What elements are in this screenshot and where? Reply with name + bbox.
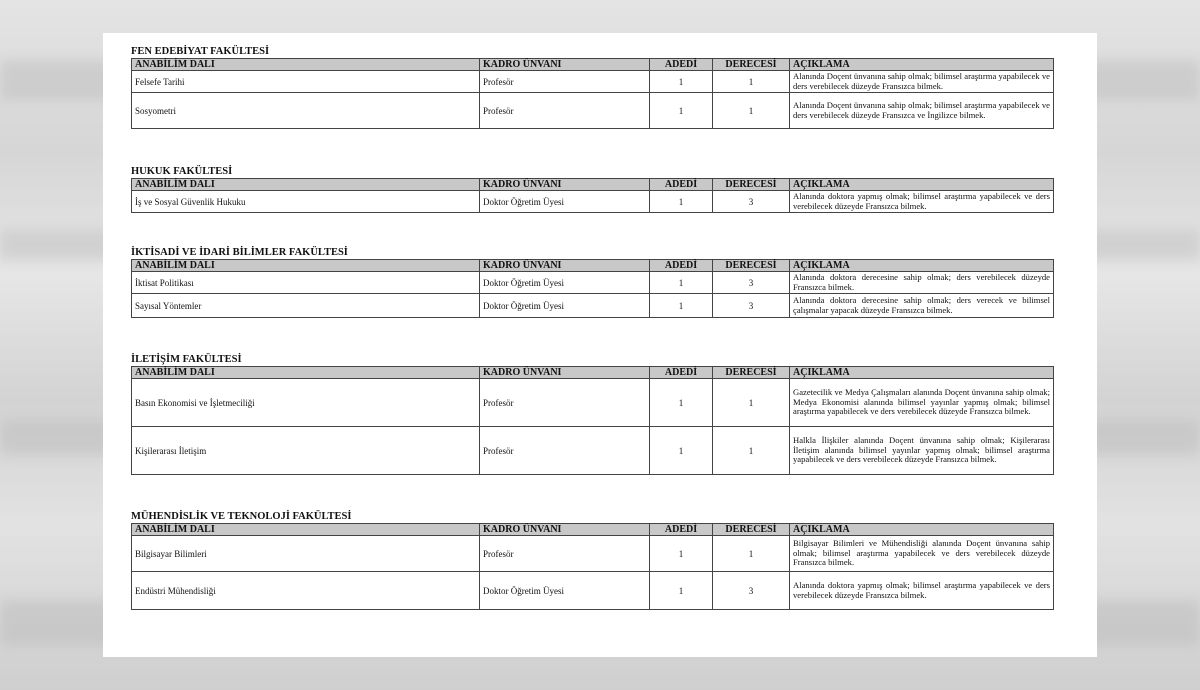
faculty-section	[131, 166, 1053, 213]
table-row	[132, 71, 1054, 93]
header-position-title: KADRO ÜNVANI	[480, 260, 650, 272]
faculty-title: HUKUK FAKÜLTESİ	[131, 166, 233, 177]
cell-description: Alanında doktora yapmış olmak; bilimsel araştırma yapabilecek ve ders verebilecek düzeyde Fransızca bilmek.	[790, 572, 1054, 610]
table-row	[132, 93, 1054, 129]
cell-degree: 1	[713, 71, 790, 93]
cell-description: Alanında doktora yapmış olmak; bilimsel araştırma yapabilecek ve ders verebilecek düzeyde Fransızca bilmek.	[790, 191, 1054, 213]
header-position-title: KADRO ÜNVANI	[480, 524, 650, 536]
cell-position-title: Profesör	[480, 427, 650, 475]
faculty-title: İLETİŞİM FAKÜLTESİ	[131, 354, 242, 365]
cell-count: 1	[650, 191, 713, 213]
table-row	[132, 272, 1054, 294]
cell-degree: 3	[713, 294, 790, 318]
cell-position-title: Profesör	[480, 71, 650, 93]
cell-description: Bilgisayar Bilimleri ve Mühendisliği alanında Doçent ünvanına sahip olmak; bilimsel araştırma yapabilecek ve ders verebilecek düzeyde Fransızca bilmek.	[790, 536, 1054, 572]
table-row	[132, 536, 1054, 572]
position-table	[131, 178, 1054, 213]
cell-department: Bilgisayar Bilimleri	[132, 536, 480, 572]
cell-count: 1	[650, 572, 713, 610]
cell-count: 1	[650, 272, 713, 294]
cell-description: Halkla İlişkiler alanında Doçent ünvanına sahip olmak; Kişilerarası İletişim alanında bilimsel yayınlar yapmış olmak; bilimsel araştırma yapabilecek ve ders verebilecek düzeyde Fransızca bilmek.	[790, 427, 1054, 475]
cell-department: Kişilerarası İletişim	[132, 427, 480, 475]
faculty-title: MÜHENDİSLİK VE TEKNOLOJİ FAKÜLTESİ	[131, 511, 352, 522]
cell-count: 1	[650, 536, 713, 572]
header-description: AÇIKLAMA	[790, 59, 1054, 71]
faculty-section	[131, 354, 1053, 475]
faculty-section	[131, 511, 1053, 610]
header-department: ANABİLİM DALI	[132, 59, 480, 71]
header-count: ADEDİ	[650, 179, 713, 191]
cell-count: 1	[650, 93, 713, 129]
faculty-section	[131, 247, 1053, 318]
cell-description: Alanında doktora derecesine sahip olmak; ders verecek ve bilimsel çalışmalar yapacak düzeyde Fransızca bilmek.	[790, 294, 1054, 318]
table-header-row	[132, 59, 1054, 71]
cell-department: Basın Ekonomisi ve İşletmeciliği	[132, 379, 480, 427]
cell-description: Alanında doktora derecesine sahip olmak; ders verebilecek düzeyde Fransızca bilmek.	[790, 272, 1054, 294]
header-description: AÇIKLAMA	[790, 179, 1054, 191]
header-position-title: KADRO ÜNVANI	[480, 179, 650, 191]
header-description: AÇIKLAMA	[790, 367, 1054, 379]
header-department: ANABİLİM DALI	[132, 260, 480, 272]
cell-department: İktisat Politikası	[132, 272, 480, 294]
cell-description: Alanında Doçent ünvanına sahip olmak; bilimsel araştırma yapabilecek ve ders verebilecek düzeyde Fransızca bilmek.	[790, 71, 1054, 93]
header-degree: DERECESİ	[713, 59, 790, 71]
cell-position-title: Doktor Öğretim Üyesi	[480, 572, 650, 610]
header-degree: DERECESİ	[713, 179, 790, 191]
cell-position-title: Profesör	[480, 93, 650, 129]
table-header-row	[132, 367, 1054, 379]
header-description: AÇIKLAMA	[790, 260, 1054, 272]
header-department: ANABİLİM DALI	[132, 179, 480, 191]
document-page	[103, 33, 1097, 657]
header-degree: DERECESİ	[713, 524, 790, 536]
faculty-section	[131, 46, 1053, 129]
cell-degree: 3	[713, 272, 790, 294]
position-table	[131, 366, 1054, 475]
position-table	[131, 259, 1054, 318]
cell-department: İş ve Sosyal Güvenlik Hukuku	[132, 191, 480, 213]
cell-count: 1	[650, 294, 713, 318]
cell-department: Endüstri Mühendisliği	[132, 572, 480, 610]
cell-position-title: Doktor Öğretim Üyesi	[480, 272, 650, 294]
cell-degree: 1	[713, 93, 790, 129]
header-count: ADEDİ	[650, 59, 713, 71]
cell-position-title: Profesör	[480, 379, 650, 427]
cell-department: Sayısal Yöntemler	[132, 294, 480, 318]
cell-degree: 1	[713, 536, 790, 572]
cell-degree: 1	[713, 379, 790, 427]
cell-position-title: Doktor Öğretim Üyesi	[480, 294, 650, 318]
cell-count: 1	[650, 379, 713, 427]
cell-degree: 3	[713, 572, 790, 610]
position-table	[131, 523, 1054, 610]
faculty-title: FEN EDEBİYAT FAKÜLTESİ	[131, 46, 270, 57]
cell-count: 1	[650, 427, 713, 475]
faculty-title: İKTİSADİ VE İDARİ BİLİMLER FAKÜLTESİ	[131, 247, 348, 258]
header-department: ANABİLİM DALI	[132, 524, 480, 536]
cell-position-title: Doktor Öğretim Üyesi	[480, 191, 650, 213]
table-row	[132, 191, 1054, 213]
header-degree: DERECESİ	[713, 260, 790, 272]
header-count: ADEDİ	[650, 367, 713, 379]
header-position-title: KADRO ÜNVANI	[480, 367, 650, 379]
table-row	[132, 294, 1054, 318]
cell-description: Alanında Doçent ünvanına sahip olmak; bilimsel araştırma yapabilecek ve ders verebilecek düzeyde Fransızca ve İngilizce bilmek.	[790, 93, 1054, 129]
table-header-row	[132, 524, 1054, 536]
position-table	[131, 58, 1054, 129]
cell-degree: 3	[713, 191, 790, 213]
cell-position-title: Profesör	[480, 536, 650, 572]
table-row	[132, 379, 1054, 427]
header-department: ANABİLİM DALI	[132, 367, 480, 379]
table-header-row	[132, 260, 1054, 272]
cell-department: Sosyometri	[132, 93, 480, 129]
cell-description: Gazetecilik ve Medya Çalışmaları alanında Doçent ünvanına sahip olmak; Medya Ekonomisi alanında bilimsel yayınlar yapmış olmak; bilimsel araştırma yapabilecek ve ders verebilecek düzeyde Fransızca bilmek.	[790, 379, 1054, 427]
table-row	[132, 572, 1054, 610]
cell-degree: 1	[713, 427, 790, 475]
header-position-title: KADRO ÜNVANI	[480, 59, 650, 71]
header-degree: DERECESİ	[713, 367, 790, 379]
cell-department: Felsefe Tarihi	[132, 71, 480, 93]
cell-count: 1	[650, 71, 713, 93]
header-count: ADEDİ	[650, 260, 713, 272]
table-row	[132, 427, 1054, 475]
table-header-row	[132, 179, 1054, 191]
header-description: AÇIKLAMA	[790, 524, 1054, 536]
header-count: ADEDİ	[650, 524, 713, 536]
